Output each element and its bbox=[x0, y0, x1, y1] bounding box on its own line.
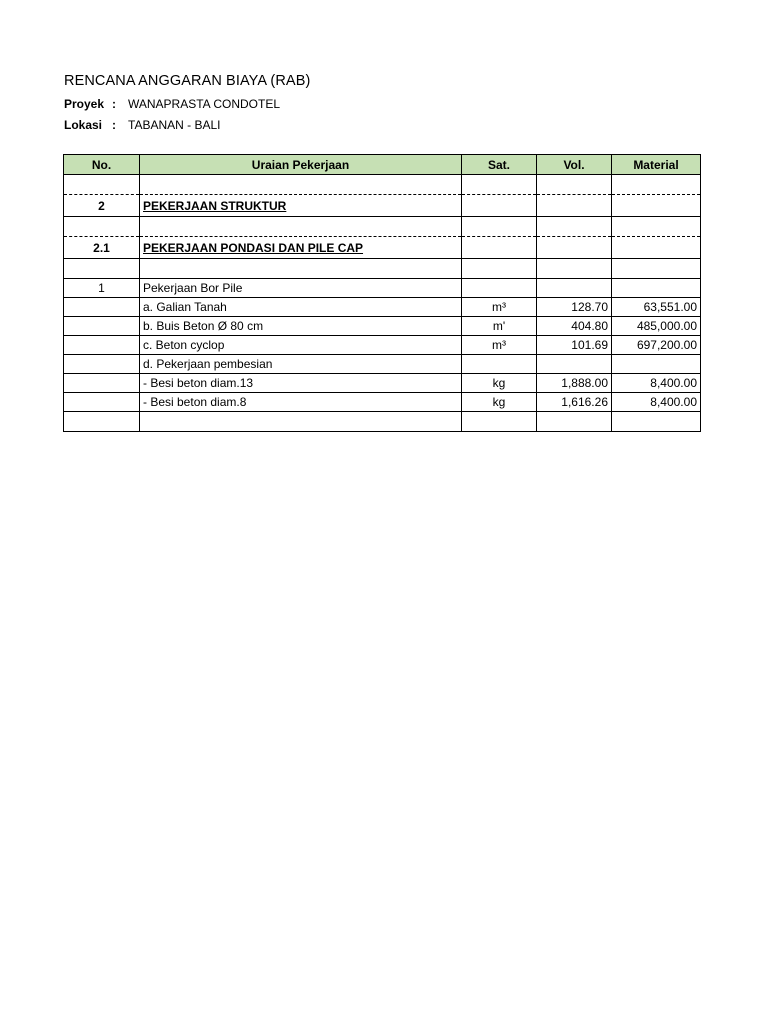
section-main-title: PEKERJAAN STRUKTUR bbox=[143, 198, 287, 213]
section-sub-no: 2.1 bbox=[64, 237, 140, 259]
section-sub-row bbox=[64, 237, 701, 259]
location-colon: : bbox=[112, 118, 116, 132]
header-material: Material bbox=[612, 155, 701, 175]
header-uraian: Uraian Pekerjaan bbox=[140, 155, 462, 175]
group-no: 1 bbox=[64, 279, 140, 298]
item-sat: m³ bbox=[462, 298, 537, 317]
item-uraian: c. Beton cyclop bbox=[140, 336, 462, 355]
section-sub-title: PEKERJAAN PONDASI DAN PILE CAP bbox=[143, 240, 364, 255]
table-row bbox=[64, 317, 701, 336]
item-uraian: b. Buis Beton Ø 80 cm bbox=[140, 317, 462, 336]
item-vol: 404.80 bbox=[537, 317, 612, 336]
item-sat bbox=[462, 355, 537, 374]
item-sat: kg bbox=[462, 374, 537, 393]
spacer-row bbox=[64, 412, 701, 432]
document-title: RENCANA ANGGARAN BIAYA (RAB) bbox=[64, 73, 311, 89]
table-row bbox=[64, 374, 701, 393]
item-uraian: a. Galian Tanah bbox=[140, 298, 462, 317]
item-material bbox=[612, 355, 701, 374]
item-vol bbox=[537, 355, 612, 374]
item-vol: 128.70 bbox=[537, 298, 612, 317]
group-row bbox=[64, 279, 701, 298]
item-vol: 1,616.26 bbox=[537, 393, 612, 412]
table-header-row bbox=[64, 155, 701, 175]
section-sub-title-cell bbox=[140, 237, 462, 259]
item-uraian: d. Pekerjaan pembesian bbox=[140, 355, 462, 374]
project-row bbox=[64, 97, 280, 111]
section-main-title-cell bbox=[140, 195, 462, 217]
item-sat: m³ bbox=[462, 336, 537, 355]
project-colon: : bbox=[112, 97, 116, 111]
item-sat: kg bbox=[462, 393, 537, 412]
spacer-row bbox=[64, 217, 701, 237]
rab-table bbox=[63, 154, 701, 432]
location-row bbox=[64, 118, 220, 132]
project-label: Proyek bbox=[64, 97, 105, 111]
item-uraian: - Besi beton diam.8 bbox=[140, 393, 462, 412]
location-label: Lokasi bbox=[64, 118, 103, 132]
item-sat: m' bbox=[462, 317, 537, 336]
header-no: No. bbox=[64, 155, 140, 175]
item-material: 697,200.00 bbox=[612, 336, 701, 355]
section-main-no: 2 bbox=[64, 195, 140, 217]
item-material: 485,000.00 bbox=[612, 317, 701, 336]
item-uraian: - Besi beton diam.13 bbox=[140, 374, 462, 393]
location-value: TABANAN - BALI bbox=[128, 118, 221, 132]
table-row bbox=[64, 393, 701, 412]
group-title: Pekerjaan Bor Pile bbox=[140, 279, 462, 298]
section-main-row bbox=[64, 195, 701, 217]
spacer-row bbox=[64, 259, 701, 279]
item-material: 8,400.00 bbox=[612, 393, 701, 412]
item-material: 8,400.00 bbox=[612, 374, 701, 393]
header-vol: Vol. bbox=[537, 155, 612, 175]
spacer-row bbox=[64, 175, 701, 195]
table-row bbox=[64, 355, 701, 374]
table-row bbox=[64, 298, 701, 317]
item-vol: 101.69 bbox=[537, 336, 612, 355]
item-vol: 1,888.00 bbox=[537, 374, 612, 393]
header-sat: Sat. bbox=[462, 155, 537, 175]
table-row bbox=[64, 336, 701, 355]
item-material: 63,551.00 bbox=[612, 298, 701, 317]
project-value: WANAPRASTA CONDOTEL bbox=[128, 97, 281, 111]
